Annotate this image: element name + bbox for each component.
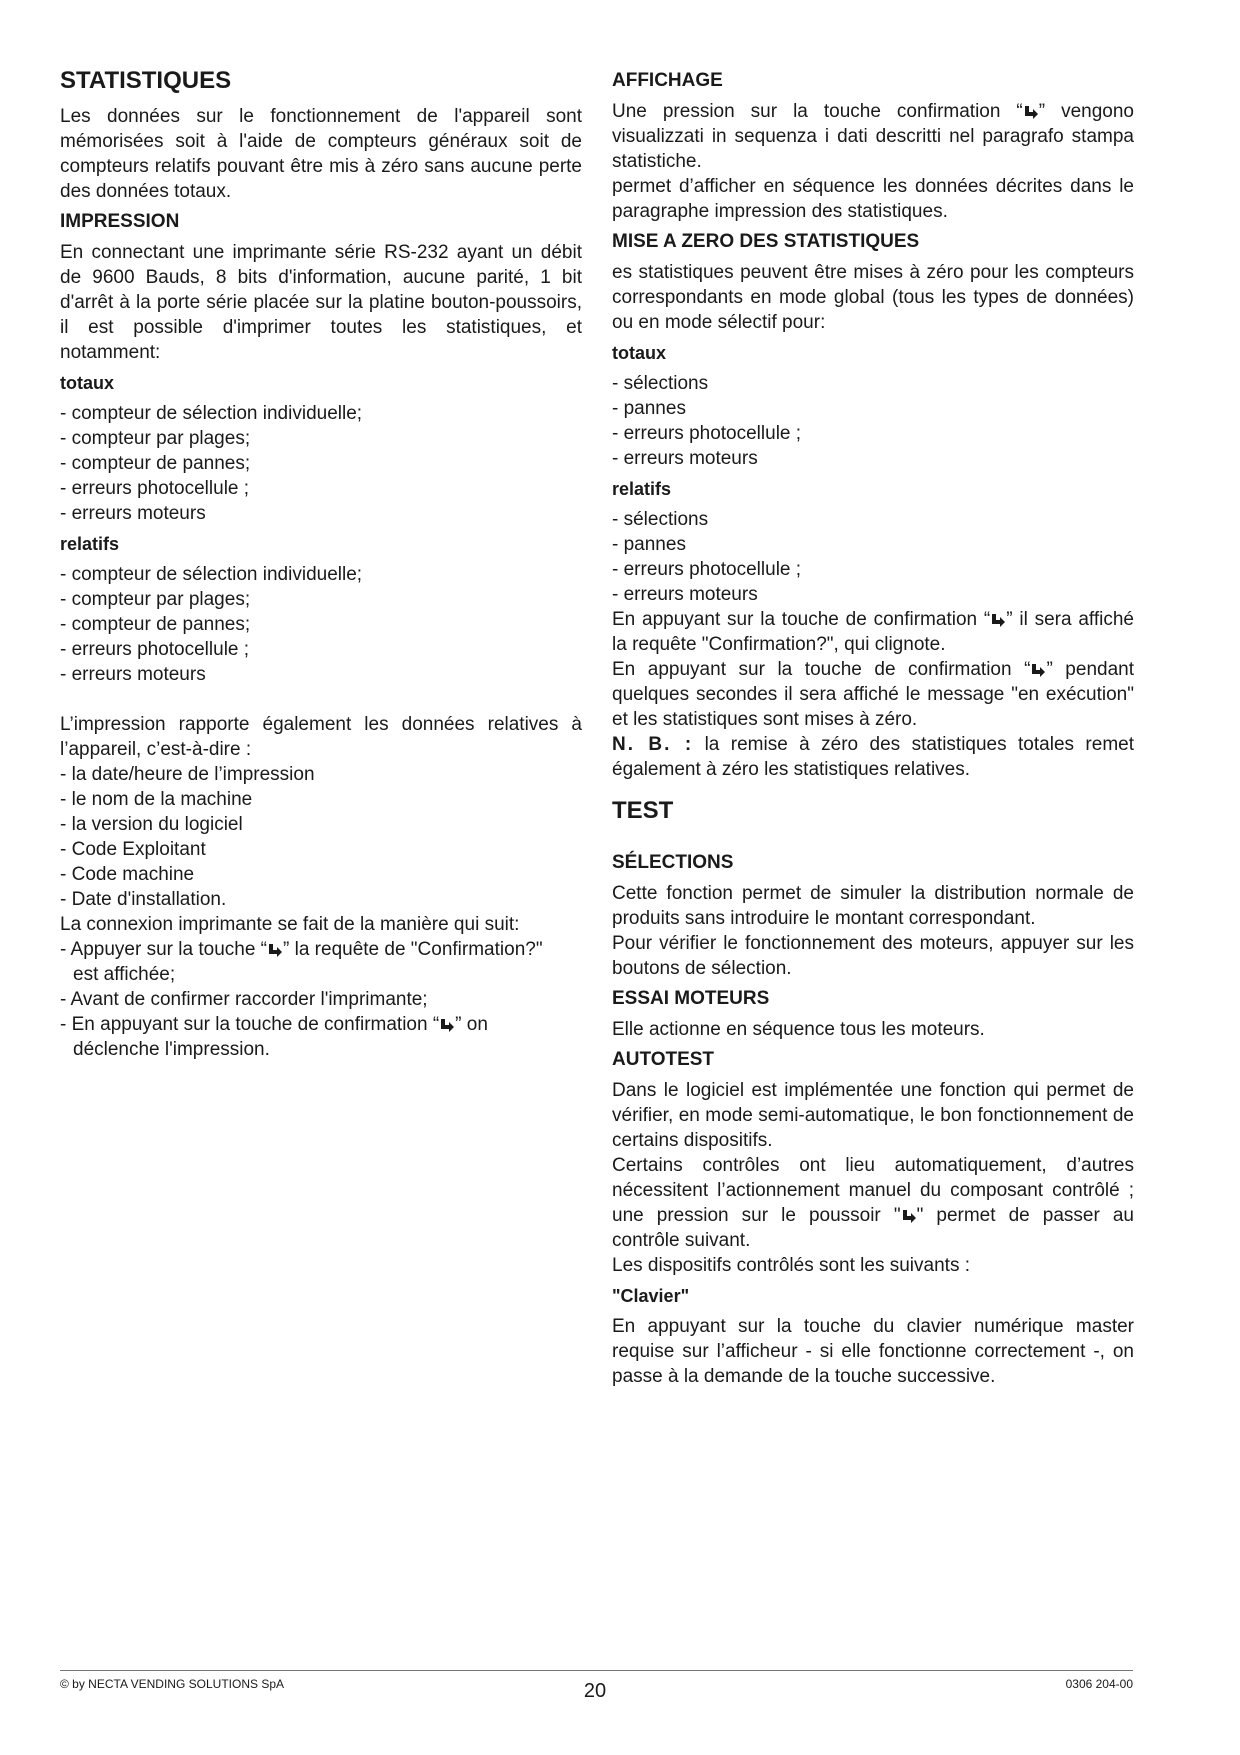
statistiques-intro: Les données sur le fonctionnement de l'appareil sont mémorisées soit à l'aide de compteurs généraux soit de compteurs relatifs pouvant être mis à zéro sans aucune perte des données totaux.: [60, 106, 582, 202]
affichage-text: Une pression sur la touche confirmation “ ” vengono visualizzati in sequenza i dati descritti nel paragrafo stampa statistiche.: [612, 101, 1135, 172]
clavier-text: En appuyant sur la touche du clavier numérique master requise sur l’afficheur - si elle fonctionne correctement -, on passe à la demande de la touche successive.: [612, 1316, 1134, 1387]
affichage-text-fr: permet d’afficher en séquence les données décrites dans le paragraphe impression des statistiques.: [612, 176, 1134, 222]
list-item: - la version du logiciel: [60, 814, 243, 835]
data-intro: L’impression rapporte également les données relatives à l’appareil, c’est-à-dire :: [60, 714, 582, 760]
selections-text-2: Pour vérifier le fonctionnement des moteurs, appuyer sur les boutons de sélection.: [612, 933, 1134, 979]
list-item: - compteur de pannes;: [60, 453, 251, 474]
essai-moteurs-text: Elle actionne en séquence tous les moteurs.: [612, 1019, 985, 1040]
data-list: [60, 762, 582, 912]
totaux-list: [60, 401, 582, 526]
list-item: - erreurs photocellule ;: [612, 559, 802, 580]
list-item: - sélections: [612, 509, 709, 530]
list-item: - la date/heure de l’impression: [60, 764, 315, 785]
relatifs-heading: relatifs: [60, 534, 120, 554]
reset-text: es statistiques peuvent être mises à zéro pour les compteurs correspondants en mode global (tous les types de données) ou en mode sélectif pour:: [612, 262, 1134, 333]
relatifs-list: [612, 507, 1134, 607]
connect-step-3: - En appuyant sur la touche de confirmation “ ” on déclenche l'impression.: [60, 1014, 488, 1060]
left-column: [60, 62, 582, 1062]
page-number: 20: [583, 1680, 607, 1702]
clavier-heading: "Clavier": [612, 1286, 690, 1306]
nb-note: N. B. : la remise à zéro des statistiques totales remet également à zéro les statistiques relatives.: [612, 734, 1134, 780]
totaux-list: [612, 371, 1134, 471]
list-item: - erreurs moteurs: [612, 448, 758, 469]
selections-heading: SÉLECTIONS: [612, 852, 734, 873]
autotest-text-2: Certains contrôles ont lieu automatiquement, d’autres nécessitent l’actionnement manuel du composant contrôlé ; une pression sur le poussoir " " permet de passer au contrôle suivant.: [612, 1155, 1134, 1251]
list-item: - compteur de pannes;: [60, 614, 251, 635]
relatifs-heading: relatifs: [612, 479, 672, 499]
list-item: - compteur par plages;: [60, 428, 251, 449]
list-item: - erreurs photocellule ;: [60, 639, 250, 660]
list-item: - Code machine: [60, 864, 195, 885]
enter-key-icon: [1030, 663, 1046, 677]
list-item: - Code Exploitant: [60, 839, 206, 860]
connect-intro: La connexion imprimante se fait de la manière qui suit:: [60, 914, 520, 935]
test-title: TEST: [612, 797, 674, 824]
footer-rule: [60, 1670, 1133, 1671]
list-item: - erreurs moteurs: [612, 584, 758, 605]
connect-step-2: - Avant de confirmer raccorder l'imprimante;: [60, 989, 428, 1010]
confirm-text-1: En appuyant sur la touche de confirmation “ ” il sera affiché la requête "Confirmation?", qui clignote.: [612, 609, 1134, 655]
reset-heading: MISE A ZERO DES STATISTIQUES: [612, 231, 920, 252]
list-item: - compteur de sélection individuelle;: [60, 403, 363, 424]
footer-copyright: © by NECTA VENDING SOLUTIONS SpA: [60, 1677, 285, 1691]
doc-code: 0306 204-00: [1065, 1677, 1133, 1691]
impression-heading: IMPRESSION: [60, 211, 180, 232]
affichage-heading: AFFICHAGE: [612, 70, 723, 91]
totaux-heading: totaux: [612, 343, 666, 363]
nb-label: N. B. :: [612, 734, 694, 755]
list-item: - erreurs moteurs: [60, 503, 206, 524]
essai-moteurs-heading: ESSAI MOTEURS: [612, 988, 770, 1009]
list-item: - pannes: [612, 534, 686, 555]
list-item: - le nom de la machine: [60, 789, 253, 810]
confirm-text-2: En appuyant sur la touche de confirmation “ ” pendant quelques secondes il sera affiché le message "en exécution" et les statistiques sont mises à zéro.: [612, 659, 1134, 730]
impression-text: En connectant une imprimante série RS-232 ayant un débit de 9600 Bauds, 8 bits d'information, aucune parité, 1 bit d'arrêt à la porte série placée sur la platine bouton-poussoirs, il est possible d'imprimer toutes les statistiques, et notamment:: [60, 242, 582, 363]
enter-key-icon: [439, 1018, 455, 1032]
statistiques-title: STATISTIQUES: [60, 67, 232, 94]
enter-key-icon: [901, 1209, 917, 1223]
list-item: - erreurs moteurs: [60, 664, 206, 685]
enter-key-icon: [990, 613, 1006, 627]
list-item: - Date d'installation.: [60, 889, 227, 910]
selections-text-1: Cette fonction permet de simuler la distribution normale de produits sans introduire le montant correspondant.: [612, 883, 1134, 929]
list-item: - erreurs photocellule ;: [60, 478, 250, 499]
autotest-text-1: Dans le logiciel est implémentée une fonction qui permet de vérifier, en mode semi-automatique, le bon fonctionnement de certains dispositifs.: [612, 1080, 1134, 1151]
autotest-text-3: Les dispositifs contrôlés sont les suivants :: [612, 1255, 971, 1276]
right-column: [612, 68, 1134, 1389]
totaux-heading: totaux: [60, 373, 114, 393]
list-item: - compteur par plages;: [60, 589, 251, 610]
list-item: - erreurs photocellule ;: [612, 423, 802, 444]
connect-step-1: - Appuyer sur la touche “ ” la requête de "Confirmation?" est affichée;: [60, 939, 543, 985]
relatifs-list: [60, 562, 582, 687]
autotest-heading: AUTOTEST: [612, 1049, 715, 1070]
list-item: - pannes: [612, 398, 686, 419]
list-item: - compteur de sélection individuelle;: [60, 564, 363, 585]
enter-key-icon: [1023, 105, 1039, 119]
list-item: - sélections: [612, 373, 709, 394]
enter-key-icon: [267, 943, 283, 957]
